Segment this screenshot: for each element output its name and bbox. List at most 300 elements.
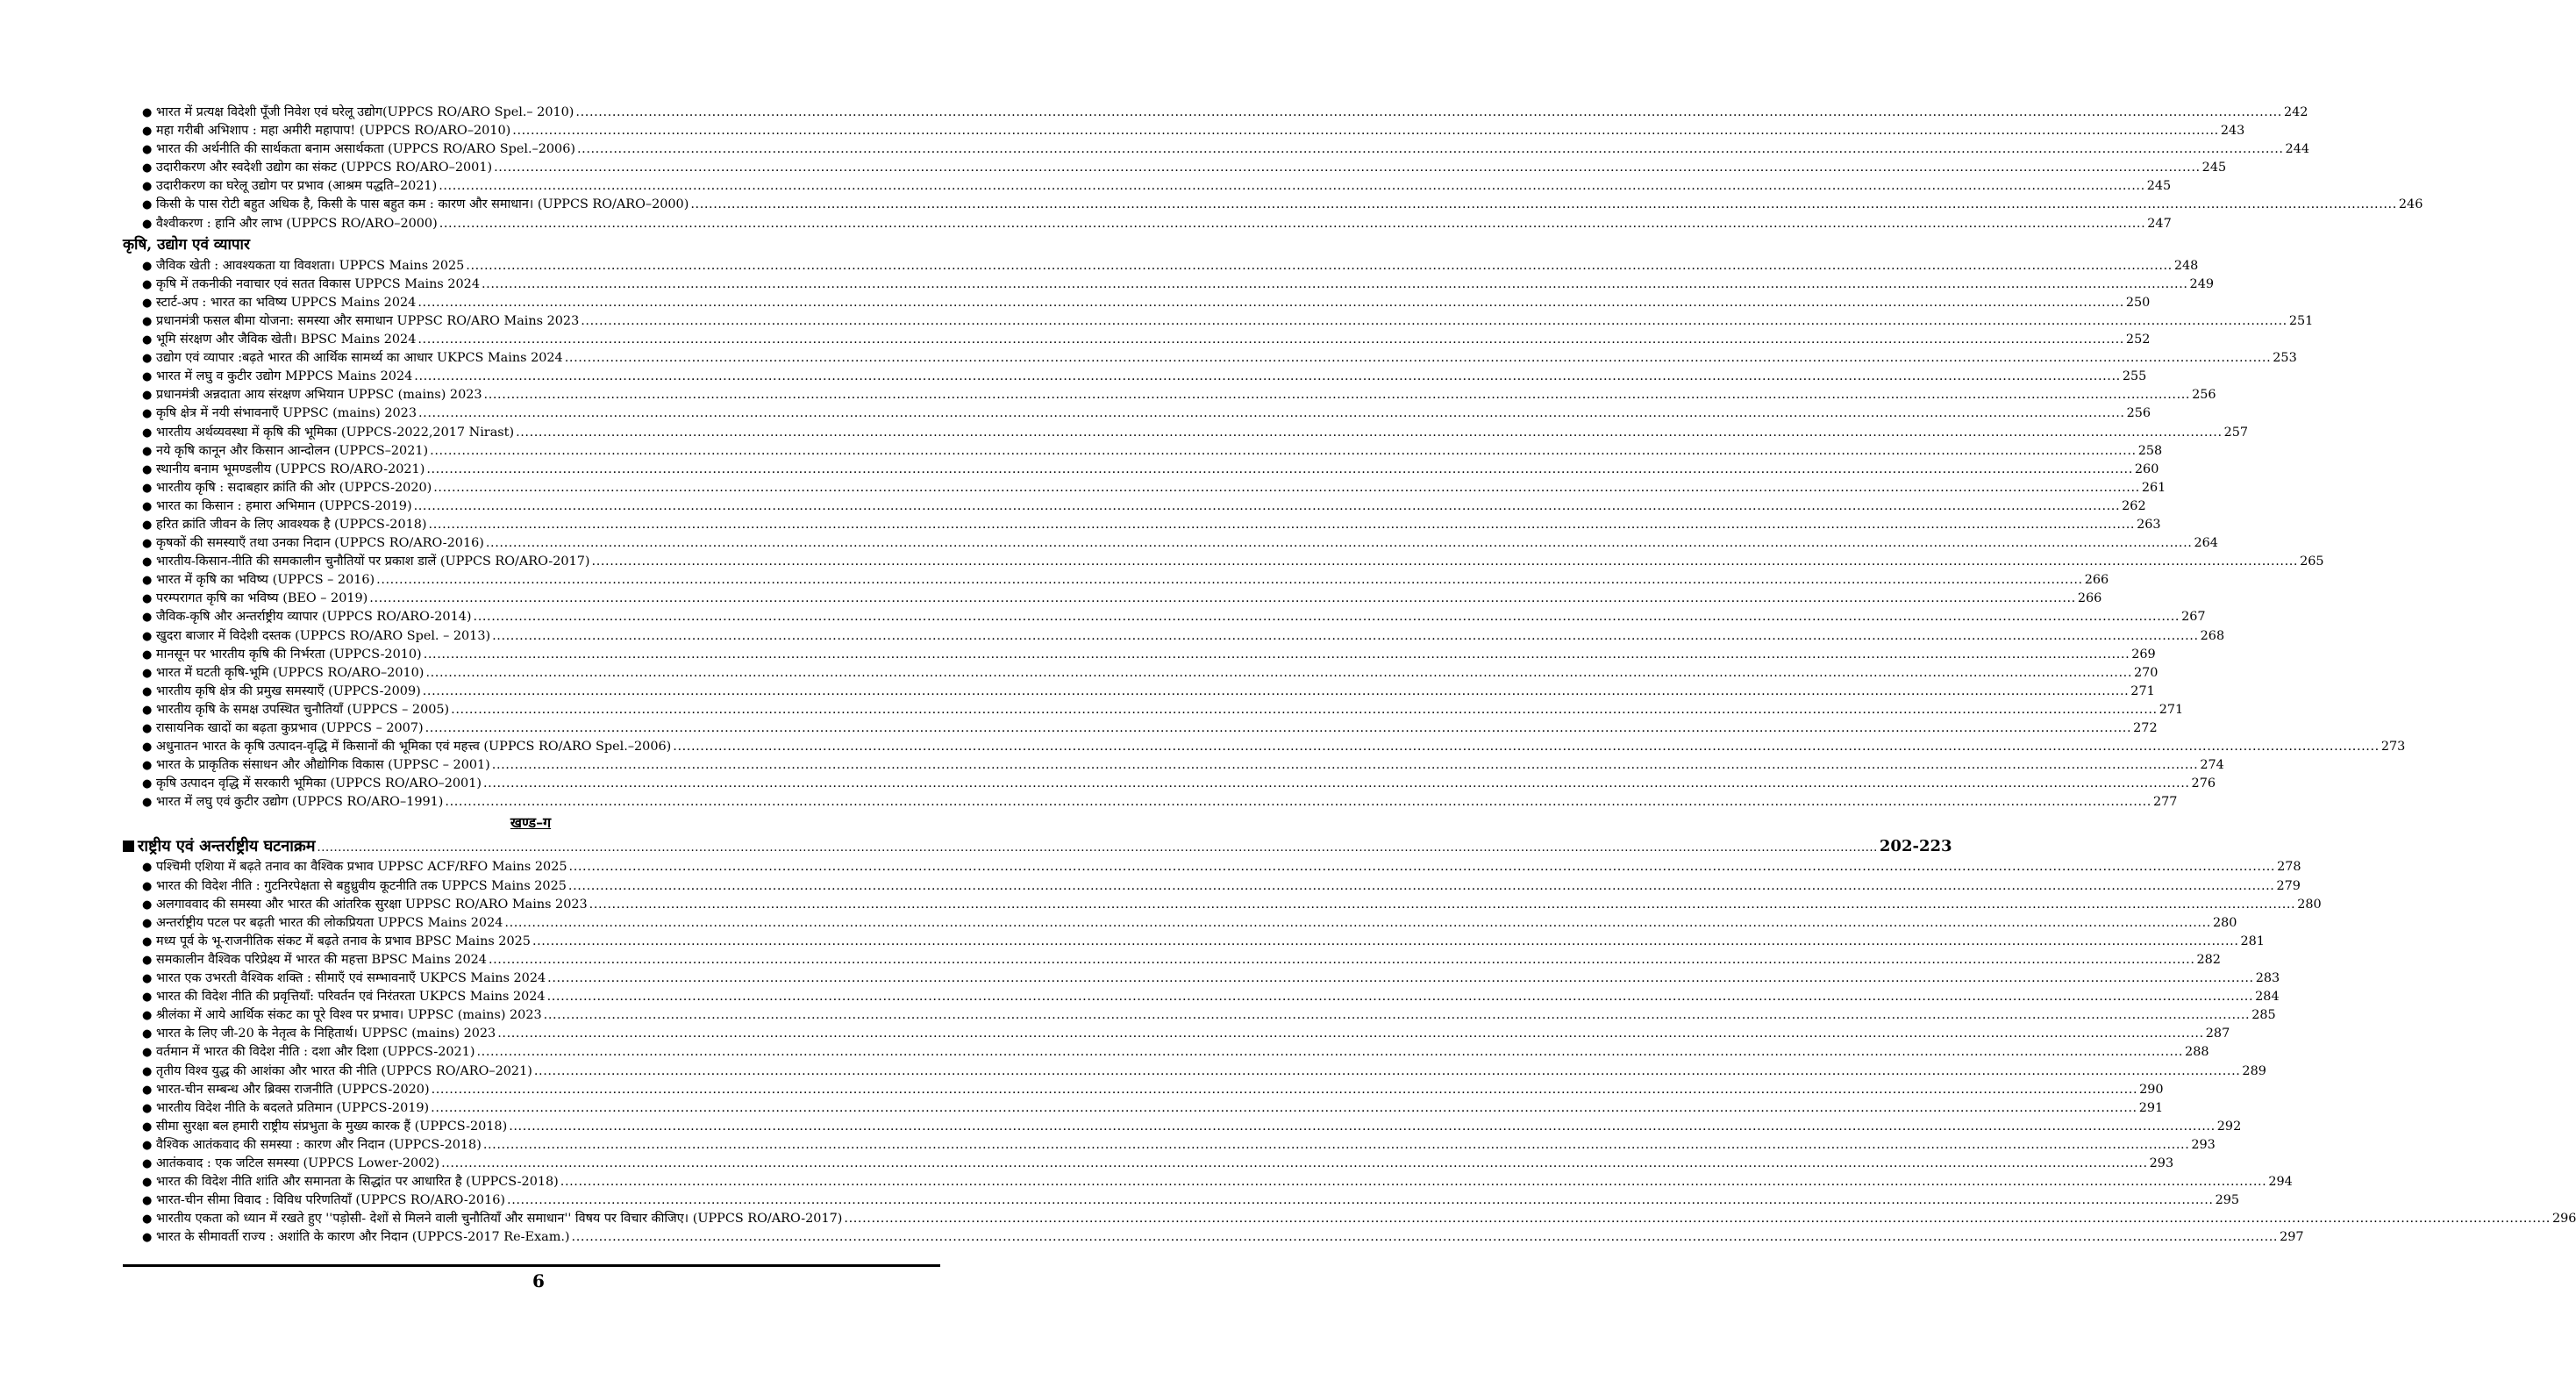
toc-entry-title: परम्परागत कृषि का भविष्य (BEO – 2019) — [156, 591, 368, 606]
toc-group-a — [123, 104, 2423, 233]
toc-entry-title: कृषि क्षेत्र में नयी संभावनाएँ UPPSC (mains) 2023 — [156, 406, 417, 421]
toc-entry-title: वर्तमान में भारत की विदेश नीति : दशा और दिशा (UPPCS-2021) — [156, 1045, 475, 1060]
toc-entry-page: 242 — [2283, 105, 2308, 119]
toc-entry-title: भारत-चीन सीमा विवाद : विविध परिणतियाँ (UPPCS RO/ARO-2016) — [156, 1193, 506, 1208]
bullet-icon: ● — [142, 198, 153, 212]
dot-leader — [430, 442, 2137, 461]
dot-leader — [507, 1191, 2214, 1210]
toc-entry-page: 261 — [2141, 480, 2166, 495]
section-pages: 202-223 — [1879, 837, 1952, 856]
toc-entry-title: भारतीय कृषि के समक्ष उपस्थित चुनौतियाँ (UPPCS – 2005) — [156, 702, 450, 717]
toc-entry-title: प्रधानमंत्री फसल बीमा योजना: समस्या और समाधान UPPSC RO/ARO Mains 2023 — [156, 313, 580, 328]
toc-entry-page: 293 — [2149, 1155, 2174, 1170]
toc-entry-title: तृतीय विश्व युद्ध की आशंका और भारत की नीति (UPPCS RO/ARO–2021) — [156, 1063, 532, 1078]
bullet-icon: ● — [142, 1138, 153, 1152]
dot-leader — [482, 275, 2188, 294]
toc-entry-title: श्रीलंका में आये आर्थिक संकट का पूरे विश्व पर प्रभाव। UPPSC (mains) 2023 — [156, 1008, 542, 1023]
toc-entry — [123, 1228, 2304, 1247]
toc-entry-title: भारत में लघु व कुटीर उद्योग MPPCS Mains 2024 — [156, 369, 413, 384]
toc-entry-page: 255 — [2122, 369, 2147, 384]
section-title: राष्ट्रीय एवं अन्तर्राष्ट्रीय घटनाक्रम — [138, 837, 316, 856]
toc-entry-page: 269 — [2131, 647, 2156, 662]
dot-leader — [483, 775, 2190, 793]
toc-entry-title: भारत में लघु एवं कुटीर उद्योग (UPPCS RO/ARO–1991) — [156, 795, 444, 810]
toc-entry — [123, 877, 2301, 896]
toc-entry — [123, 104, 2308, 122]
dot-leader — [494, 159, 2201, 177]
toc-entry — [123, 1081, 2164, 1099]
bullet-icon: ● — [142, 444, 153, 458]
bullet-icon: ● — [142, 125, 153, 139]
toc-group-c — [123, 858, 2576, 1247]
bullet-icon: ● — [142, 333, 153, 347]
toc-entry-title: भारत की विदेश नीति : गुटनिरपेक्षता से बहुध्रुवीय कूटनीति तक UPPCS Mains 2025 — [156, 878, 567, 893]
toc-entry — [123, 140, 2310, 159]
toc-entry-page: 296 — [2551, 1212, 2576, 1227]
toc-entry-page: 282 — [2196, 952, 2221, 967]
toc-entry-title: उद्योग एवं व्यापार :बढ़ते भारत की आर्थिक सामर्थ्य का आधार UKPCS Mains 2024 — [156, 351, 563, 366]
toc-entry — [123, 122, 2245, 140]
toc-entry — [123, 756, 2224, 775]
bullet-icon: ● — [142, 934, 153, 948]
toc-entry — [123, 534, 2218, 553]
bullet-icon: ● — [142, 722, 153, 735]
dot-leader — [418, 404, 2125, 423]
toc-entry-title: कृषि में तकनीकी नवाचार एवं सतत विकास UPPCS Mains 2024 — [156, 276, 480, 291]
dot-leader — [441, 1155, 2148, 1173]
toc-entry-title: भारत के सीमावर्ती राज्य : अशांति के कारण और निदान (UPPCS-2017 Re-Exam.) — [156, 1230, 570, 1245]
toc-entry-page: 245 — [2146, 179, 2172, 194]
toc-entry-page: 245 — [2201, 161, 2227, 175]
toc-entry-page: 287 — [2205, 1027, 2230, 1041]
dot-leader — [516, 424, 2223, 442]
toc-entry-title: अन्तर्राष्ट्रीय पटल पर बढ़ती भारत की लोकप्रियता UPPCS Mains 2024 — [156, 915, 503, 930]
toc-entry-title: समकालीन वैश्विक परिप्रेक्ष्य में भारत की महत्ता BPSC Mains 2024 — [156, 952, 487, 967]
bullet-icon: ● — [142, 518, 153, 532]
toc-entry-title: भारत में घटती कृषि-भूमि (UPPCS RO/ARO–2010) — [156, 665, 425, 680]
toc-entry — [123, 461, 2159, 479]
toc-entry — [123, 701, 2184, 719]
toc-entry — [123, 627, 2225, 646]
toc-entry-page: 256 — [2126, 406, 2151, 421]
toc-entry-page: 263 — [2137, 517, 2161, 532]
toc-entry-page: 252 — [2125, 333, 2151, 347]
toc-entry — [123, 159, 2227, 177]
toc-entry-title: स्टार्ट-अप : भारत का भविष्य UPPCS Mains 2024 — [156, 295, 417, 310]
toc-entry-title: प्रधानमंत्री अन्नदाता आय संरक्षण अभियान UPPSC (mains) 2023 — [156, 388, 482, 403]
toc-entry — [123, 858, 2301, 876]
toc-entry-title: मध्य पूर्व के भू-राजनीतिक संकट में बढ़ते तनाव के प्रभाव BPSC Mains 2025 — [156, 934, 531, 948]
dot-leader — [589, 896, 2296, 914]
toc-entry — [123, 738, 2406, 756]
dot-leader — [560, 1173, 2267, 1191]
bullet-icon: ● — [142, 1231, 153, 1245]
dot-leader — [572, 1228, 2279, 1247]
toc-entry-page: 267 — [2181, 610, 2206, 625]
dot-leader — [512, 122, 2219, 140]
toc-entry-title: भारत के प्राकृतिक संसाधन और औद्योगिक विकास (UPPSC – 2001) — [156, 758, 490, 773]
bullet-icon: ● — [142, 879, 153, 893]
toc-entry-page: 270 — [2134, 665, 2159, 680]
bullet-icon: ● — [142, 592, 153, 606]
bullet-icon: ● — [142, 703, 153, 717]
toc-entry — [123, 571, 2109, 590]
toc-entry — [123, 1155, 2174, 1173]
toc-entry — [123, 404, 2151, 423]
toc-entry-page: 274 — [2200, 758, 2224, 773]
dot-leader — [547, 969, 2254, 988]
toc-entry-page: 265 — [2300, 554, 2324, 569]
dot-leader — [432, 1081, 2138, 1099]
dot-leader — [369, 590, 2076, 608]
toc-entry-title: पश्चिमी एशिया में बढ़ते तनाव का वैश्विक प्रभाव UPPSC ACF/RFO Mains 2025 — [156, 860, 567, 875]
bullet-icon: ● — [142, 352, 153, 366]
toc-entry — [123, 896, 2322, 914]
bullet-icon: ● — [142, 1194, 153, 1208]
bullet-icon: ● — [142, 1101, 153, 1115]
dot-leader — [466, 257, 2173, 275]
toc-entry — [123, 177, 2172, 196]
toc-entry-page: 280 — [2297, 897, 2322, 912]
toc-entry-title: वैश्वीकरण : हानि और लाभ (UPPCS RO/ARO–2000) — [156, 216, 438, 231]
toc-entry-title: भारत की विदेश नीति की प्रवृत्तियाँ: परिवर्तन एवं निरंतरता UKPCS Mains 2024 — [156, 990, 546, 1005]
bullet-icon: ● — [142, 370, 153, 384]
dot-leader — [509, 1118, 2216, 1136]
toc-entry-page: 268 — [2200, 628, 2225, 643]
dot-leader — [424, 646, 2130, 664]
bullet-icon: ● — [142, 740, 153, 755]
toc-entry-page: 258 — [2137, 443, 2163, 458]
toc-entry-title: भारतीय अर्थव्यवस्था में कृषि की भूमिका (UPPCS-2022,2017 Nirast) — [156, 425, 515, 440]
bullet-icon: ● — [142, 161, 153, 175]
dot-leader — [568, 877, 2275, 896]
toc-entry-page: 284 — [2255, 990, 2280, 1005]
toc-entry-page: 285 — [2251, 1008, 2276, 1023]
toc-entry-title: नये कृषि कानून और किसान आन्दोलन (UPPCS–2021) — [156, 443, 429, 458]
toc-entry — [123, 1043, 2209, 1062]
bullet-icon: ● — [142, 777, 153, 791]
bullet-icon: ● — [142, 1046, 153, 1060]
bullet-icon: ● — [142, 666, 153, 680]
toc-entry-page: 257 — [2223, 425, 2249, 440]
dot-leader — [425, 719, 2132, 738]
dot-leader — [445, 793, 2151, 812]
toc-entry — [123, 664, 2159, 683]
dot-leader — [414, 497, 2121, 516]
toc-entry-page: 247 — [2147, 216, 2172, 231]
toc-entry-page: 253 — [2273, 351, 2297, 366]
bullet-icon: ● — [142, 259, 153, 273]
bullet-icon: ● — [142, 555, 153, 569]
bullet-icon: ● — [142, 407, 153, 421]
toc-entry-title: भारतीय विदेश नीति के बदलते प्रतिमान (UPPCS-2019) — [156, 1100, 430, 1115]
dot-leader — [414, 368, 2121, 386]
bullet-icon: ● — [142, 991, 153, 1005]
toc-entry — [123, 424, 2249, 442]
toc-entry-title: आतंकवाद : एक जटिल समस्या (UPPCS Lower-2002) — [156, 1155, 440, 1170]
toc-entry-page: 288 — [2185, 1045, 2209, 1060]
toc-entry — [123, 516, 2161, 534]
bullet-icon: ● — [142, 916, 153, 930]
bullet-icon: ● — [142, 574, 153, 588]
toc-entry-page: 292 — [2216, 1119, 2242, 1134]
bullet-icon: ● — [142, 1176, 153, 1190]
toc-entry-page: 271 — [2130, 683, 2155, 698]
toc-entry — [123, 331, 2151, 349]
toc-entry-page: 256 — [2192, 388, 2216, 403]
bullet-icon: ● — [142, 180, 153, 194]
toc-entry-title: सीमा सुरक्षा बल हमारी राष्ट्रीय संप्रभुता के मुख्य कारक हैं (UPPCS-2018) — [156, 1119, 508, 1134]
toc-entry-title: कृषि उत्पादन वृद्धि में सरकारी भूमिका (UPPCS RO/ARO–2001) — [156, 776, 482, 791]
toc-entry — [123, 1099, 2164, 1118]
toc-entry — [123, 988, 2280, 1006]
dot-leader — [318, 836, 1878, 860]
bullet-icon: ● — [142, 217, 153, 231]
bullet-icon: ● — [142, 972, 153, 986]
toc-entry-title: उदारीकरण का घरेलू उद्योग पर प्रभाव (आश्रम पद्धति–2021) — [156, 179, 438, 194]
toc-entry-title: भारत में कृषि का भविष्य (UPPCS – 2016) — [156, 573, 375, 588]
toc-entry — [123, 1210, 2576, 1228]
bullet-icon: ● — [142, 537, 153, 551]
toc-entry-page: 290 — [2139, 1082, 2164, 1097]
khand-heading: खण्ड–ग — [510, 814, 552, 832]
toc-entry-title: रासायनिक खादों का बढ़ता कुप्रभाव (UPPCS – 2007) — [156, 721, 424, 735]
toc-entry — [123, 933, 2265, 951]
toc-entry-title: भारत का किसान : हमारा अभिमान (UPPCS-2019) — [156, 498, 412, 513]
toc-entry-title: अधुनातन भारत के कृषि उत्पादन-वृद्धि में किसानों की भूमिका एवं महत्त्व (UPPCS RO/ARO Spel.–2006) — [156, 740, 672, 755]
bullet-icon: ● — [142, 462, 153, 476]
bullet-icon: ● — [142, 861, 153, 875]
toc-entry-page: 295 — [2215, 1193, 2240, 1208]
toc-entry-page: 294 — [2268, 1175, 2293, 1190]
dot-leader — [376, 571, 2083, 590]
toc-entry-page: 266 — [2077, 591, 2102, 606]
toc-entry-title: भारत एक उभरती वैश्विक शक्ति : सीमाएँ एवं सम्भावनाएँ UKPCS Mains 2024 — [156, 971, 546, 986]
bullet-icon: ● — [142, 1027, 153, 1041]
toc-entry-page: 276 — [2191, 776, 2216, 791]
dot-leader — [673, 738, 2380, 756]
toc-entry-title: भारत में प्रत्यक्ष विदेशी पूँजी निवेश एवं घरेलू उद्योग(UPPCS RO/ARO Spel.– 2010) — [156, 105, 574, 119]
bullet-icon: ● — [142, 684, 153, 698]
dot-leader — [489, 951, 2195, 969]
dot-leader — [504, 914, 2211, 933]
bullet-icon: ● — [142, 1120, 153, 1134]
dot-leader — [484, 386, 2191, 404]
dot-leader — [492, 627, 2199, 646]
toc-entry — [123, 349, 2297, 368]
dot-leader — [497, 1025, 2204, 1043]
toc-entry-page: 243 — [2220, 124, 2245, 139]
dot-leader — [844, 1210, 2551, 1228]
bullet-icon: ● — [142, 1009, 153, 1023]
bullet-icon: ● — [142, 629, 153, 643]
toc-entry — [123, 294, 2151, 312]
bullet-icon: ● — [142, 1213, 153, 1227]
dot-leader — [429, 516, 2136, 534]
toc-entry — [123, 1006, 2276, 1025]
table-of-contents — [123, 104, 2576, 1247]
toc-entry — [123, 1191, 2240, 1210]
toc-entry-title: वैश्विक आतंकवाद की समस्या : कारण और निदान (UPPCS-2018) — [156, 1137, 482, 1152]
toc-entry — [123, 683, 2155, 701]
dot-leader — [492, 756, 2199, 775]
dot-leader — [425, 664, 2132, 683]
toc-entry — [123, 951, 2221, 969]
toc-entry-page: 249 — [2189, 276, 2215, 291]
bullet-icon: ● — [142, 426, 153, 440]
toc-entry-title: कृषकों की समस्याएँ तथा उनका निदान (UPPCS RO/ARO-2016) — [156, 536, 484, 551]
bullet-icon: ● — [142, 106, 153, 119]
toc-entry — [123, 275, 2215, 294]
toc-entry — [123, 257, 2199, 275]
toc-entry-title: हरित क्रांति जीवन के लिए आवश्यक है (UPPCS-2018) — [156, 517, 427, 532]
toc-entry-page: 262 — [2122, 498, 2146, 513]
toc-entry-page: 273 — [2380, 740, 2406, 755]
toc-entry-page: 271 — [2159, 702, 2184, 717]
toc-entry-page: 283 — [2255, 971, 2280, 986]
toc-entry-title: जैविक-कृषि और अन्तर्राष्ट्रीय व्यापार (UPPCS RO/ARO-2014) — [156, 610, 472, 625]
dot-leader — [423, 683, 2130, 701]
toc-entry-page: 293 — [2191, 1137, 2216, 1152]
toc-entry-title: भारत की अर्थनीति की सार्थकता बनाम असार्थकता (UPPCS RO/ARO Spel.–2006) — [156, 142, 575, 157]
toc-entry-title: भारत की विदेश नीति शांति और समानता के सिद्धांत पर आधारित है (UPPCS-2018) — [156, 1175, 559, 1190]
dot-leader — [547, 988, 2254, 1006]
toc-entry-title: भारतीय कृषि क्षेत्र की प्रमुख समस्याएँ (UPPCS-2009) — [156, 683, 421, 698]
dot-leader — [592, 553, 2299, 571]
dot-leader — [577, 140, 2284, 159]
dot-leader — [532, 933, 2239, 951]
toc-entry-page: 289 — [2242, 1063, 2266, 1078]
toc-entry — [123, 1025, 2230, 1043]
dot-leader — [565, 349, 2272, 368]
dot-leader — [417, 331, 2124, 349]
toc-entry-title: जैविक खेती : आवश्यकता या विवशता। UPPCS Mains 2025 — [156, 258, 465, 273]
toc-entry — [123, 368, 2147, 386]
toc-entry-page: 278 — [2277, 860, 2301, 875]
dot-leader — [433, 479, 2140, 497]
bullet-icon: ● — [142, 499, 153, 513]
toc-entry-title: भारतीय-किसान-नीति की समकालीन चुनौतियों पर प्रकाश डालें (UPPCS RO/ARO-2017) — [156, 554, 590, 569]
square-bullet-icon — [123, 841, 134, 852]
toc-entry — [123, 1118, 2242, 1136]
toc-entry — [123, 196, 2423, 214]
toc-entry-page: 248 — [2173, 258, 2199, 273]
bullet-icon: ● — [142, 277, 153, 291]
dot-leader — [483, 1136, 2190, 1155]
toc-entry-page: 280 — [2212, 915, 2237, 930]
toc-entry-title: भारत-चीन सम्बन्ध और ब्रिक्स राजनीति (UPPCS-2020) — [156, 1082, 430, 1097]
toc-entry-page: 246 — [2398, 197, 2423, 212]
dot-leader — [439, 177, 2145, 196]
dot-leader — [426, 461, 2133, 479]
bullet-icon: ● — [142, 389, 153, 403]
bullet-icon: ● — [142, 1064, 153, 1078]
toc-entry — [123, 442, 2163, 461]
bullet-icon: ● — [142, 314, 153, 328]
page-number: 6 — [532, 1270, 545, 1291]
toc-entry-title: अलगाववाद की समस्या और भारत की आंतरिक सुरक्षा UPPSC RO/ARO Mains 2023 — [156, 897, 588, 912]
toc-entry — [123, 553, 2324, 571]
dot-leader — [474, 608, 2180, 626]
dot-leader — [690, 196, 2397, 214]
toc-entry — [123, 646, 2156, 664]
toc-entry — [123, 497, 2146, 516]
toc-entry — [123, 312, 2314, 331]
toc-entry-page: 250 — [2125, 295, 2151, 310]
bullet-icon: ● — [142, 143, 153, 157]
toc-entry-page: 260 — [2134, 461, 2159, 476]
toc-entry-title: उदारीकरण और स्वदेशी उद्योग का संकट (UPPCS RO/ARO–2001) — [156, 161, 493, 175]
toc-entry-title: भारतीय कृषि : सदाबहार क्रांति की ओर (UPPCS-2020) — [156, 480, 432, 495]
bullet-icon: ● — [142, 481, 153, 495]
toc-entry — [123, 793, 2178, 812]
dot-leader — [534, 1062, 2241, 1081]
dot-leader — [451, 701, 2158, 719]
toc-entry — [123, 590, 2102, 608]
toc-entry — [123, 719, 2158, 738]
dot-leader — [544, 1006, 2251, 1025]
toc-entry-page: 251 — [2288, 313, 2314, 328]
toc-entry-title: खुदरा बाजार में विदेशी दस्तक (UPPCS RO/ARO Spel. – 2013) — [156, 628, 491, 643]
dot-leader — [575, 104, 2282, 122]
bullet-icon: ● — [142, 1156, 153, 1170]
bullet-icon: ● — [142, 296, 153, 310]
bullet-icon: ● — [142, 1083, 153, 1097]
bullet-icon: ● — [142, 759, 153, 773]
dot-leader — [417, 294, 2124, 312]
bullet-icon: ● — [142, 647, 153, 662]
dot-leader — [431, 1099, 2137, 1118]
toc-entry-page: 281 — [2240, 934, 2265, 948]
toc-entry-page: 272 — [2133, 721, 2158, 735]
agri-section-heading: कृषि, उद्योग एवं व्यापार — [123, 235, 250, 254]
toc-entry-title: किसी के पास रोटी बहुत अधिक है, किसी के पास बहुत कम : कारण और समाधान। (UPPCS RO/ARO–2000) — [156, 197, 689, 212]
toc-entry-title: भूमि संरक्षण और जैविक खेती। BPSC Mains 2024 — [156, 333, 417, 347]
toc-entry-title: भारतीय एकता को ध्यान में रखते हुए ''पड़ोसी- देशों से मिलने वाली चुनौतियाँ और समाधान'' विषय पर विचार कीजिए। (UPPCS RO/ARO-2017) — [156, 1212, 843, 1227]
dot-leader — [581, 312, 2287, 331]
dot-leader — [439, 215, 2146, 233]
toc-entry-title: मानसून पर भारतीय कृषि की निर्भरता (UPPCS-2010) — [156, 647, 422, 662]
footer-rule — [123, 1264, 940, 1267]
dot-leader — [476, 1043, 2183, 1062]
bullet-icon: ● — [142, 796, 153, 810]
toc-entry — [123, 914, 2237, 933]
toc-entry-title: भारत के लिए जी-20 के नेतृत्व के निहितार्थ। UPPSC (mains) 2023 — [156, 1027, 496, 1041]
toc-entry-page: 244 — [2285, 142, 2310, 157]
bullet-icon: ● — [142, 611, 153, 625]
section-heading — [123, 834, 1952, 858]
toc-entry — [123, 775, 2216, 793]
toc-entry-page: 264 — [2194, 536, 2218, 551]
toc-entry — [123, 1062, 2266, 1081]
toc-entry-title: महा गरीबी अभिशाप : महा अमीरी महापाप! (UPPCS RO/ARO–2010) — [156, 124, 511, 139]
toc-entry — [123, 1136, 2216, 1155]
toc-group-b — [123, 257, 2406, 812]
toc-entry — [123, 969, 2280, 988]
toc-entry-page: 279 — [2276, 878, 2301, 893]
bullet-icon: ● — [142, 898, 153, 912]
toc-entry-page: 297 — [2280, 1230, 2304, 1245]
toc-entry — [123, 215, 2172, 233]
toc-entry — [123, 479, 2166, 497]
dot-leader — [486, 534, 2193, 553]
toc-entry — [123, 386, 2216, 404]
bullet-icon: ● — [142, 953, 153, 967]
toc-entry — [123, 1173, 2293, 1191]
toc-entry-page: 291 — [2138, 1100, 2164, 1115]
toc-entry — [123, 608, 2206, 626]
toc-entry-page: 266 — [2084, 573, 2109, 588]
